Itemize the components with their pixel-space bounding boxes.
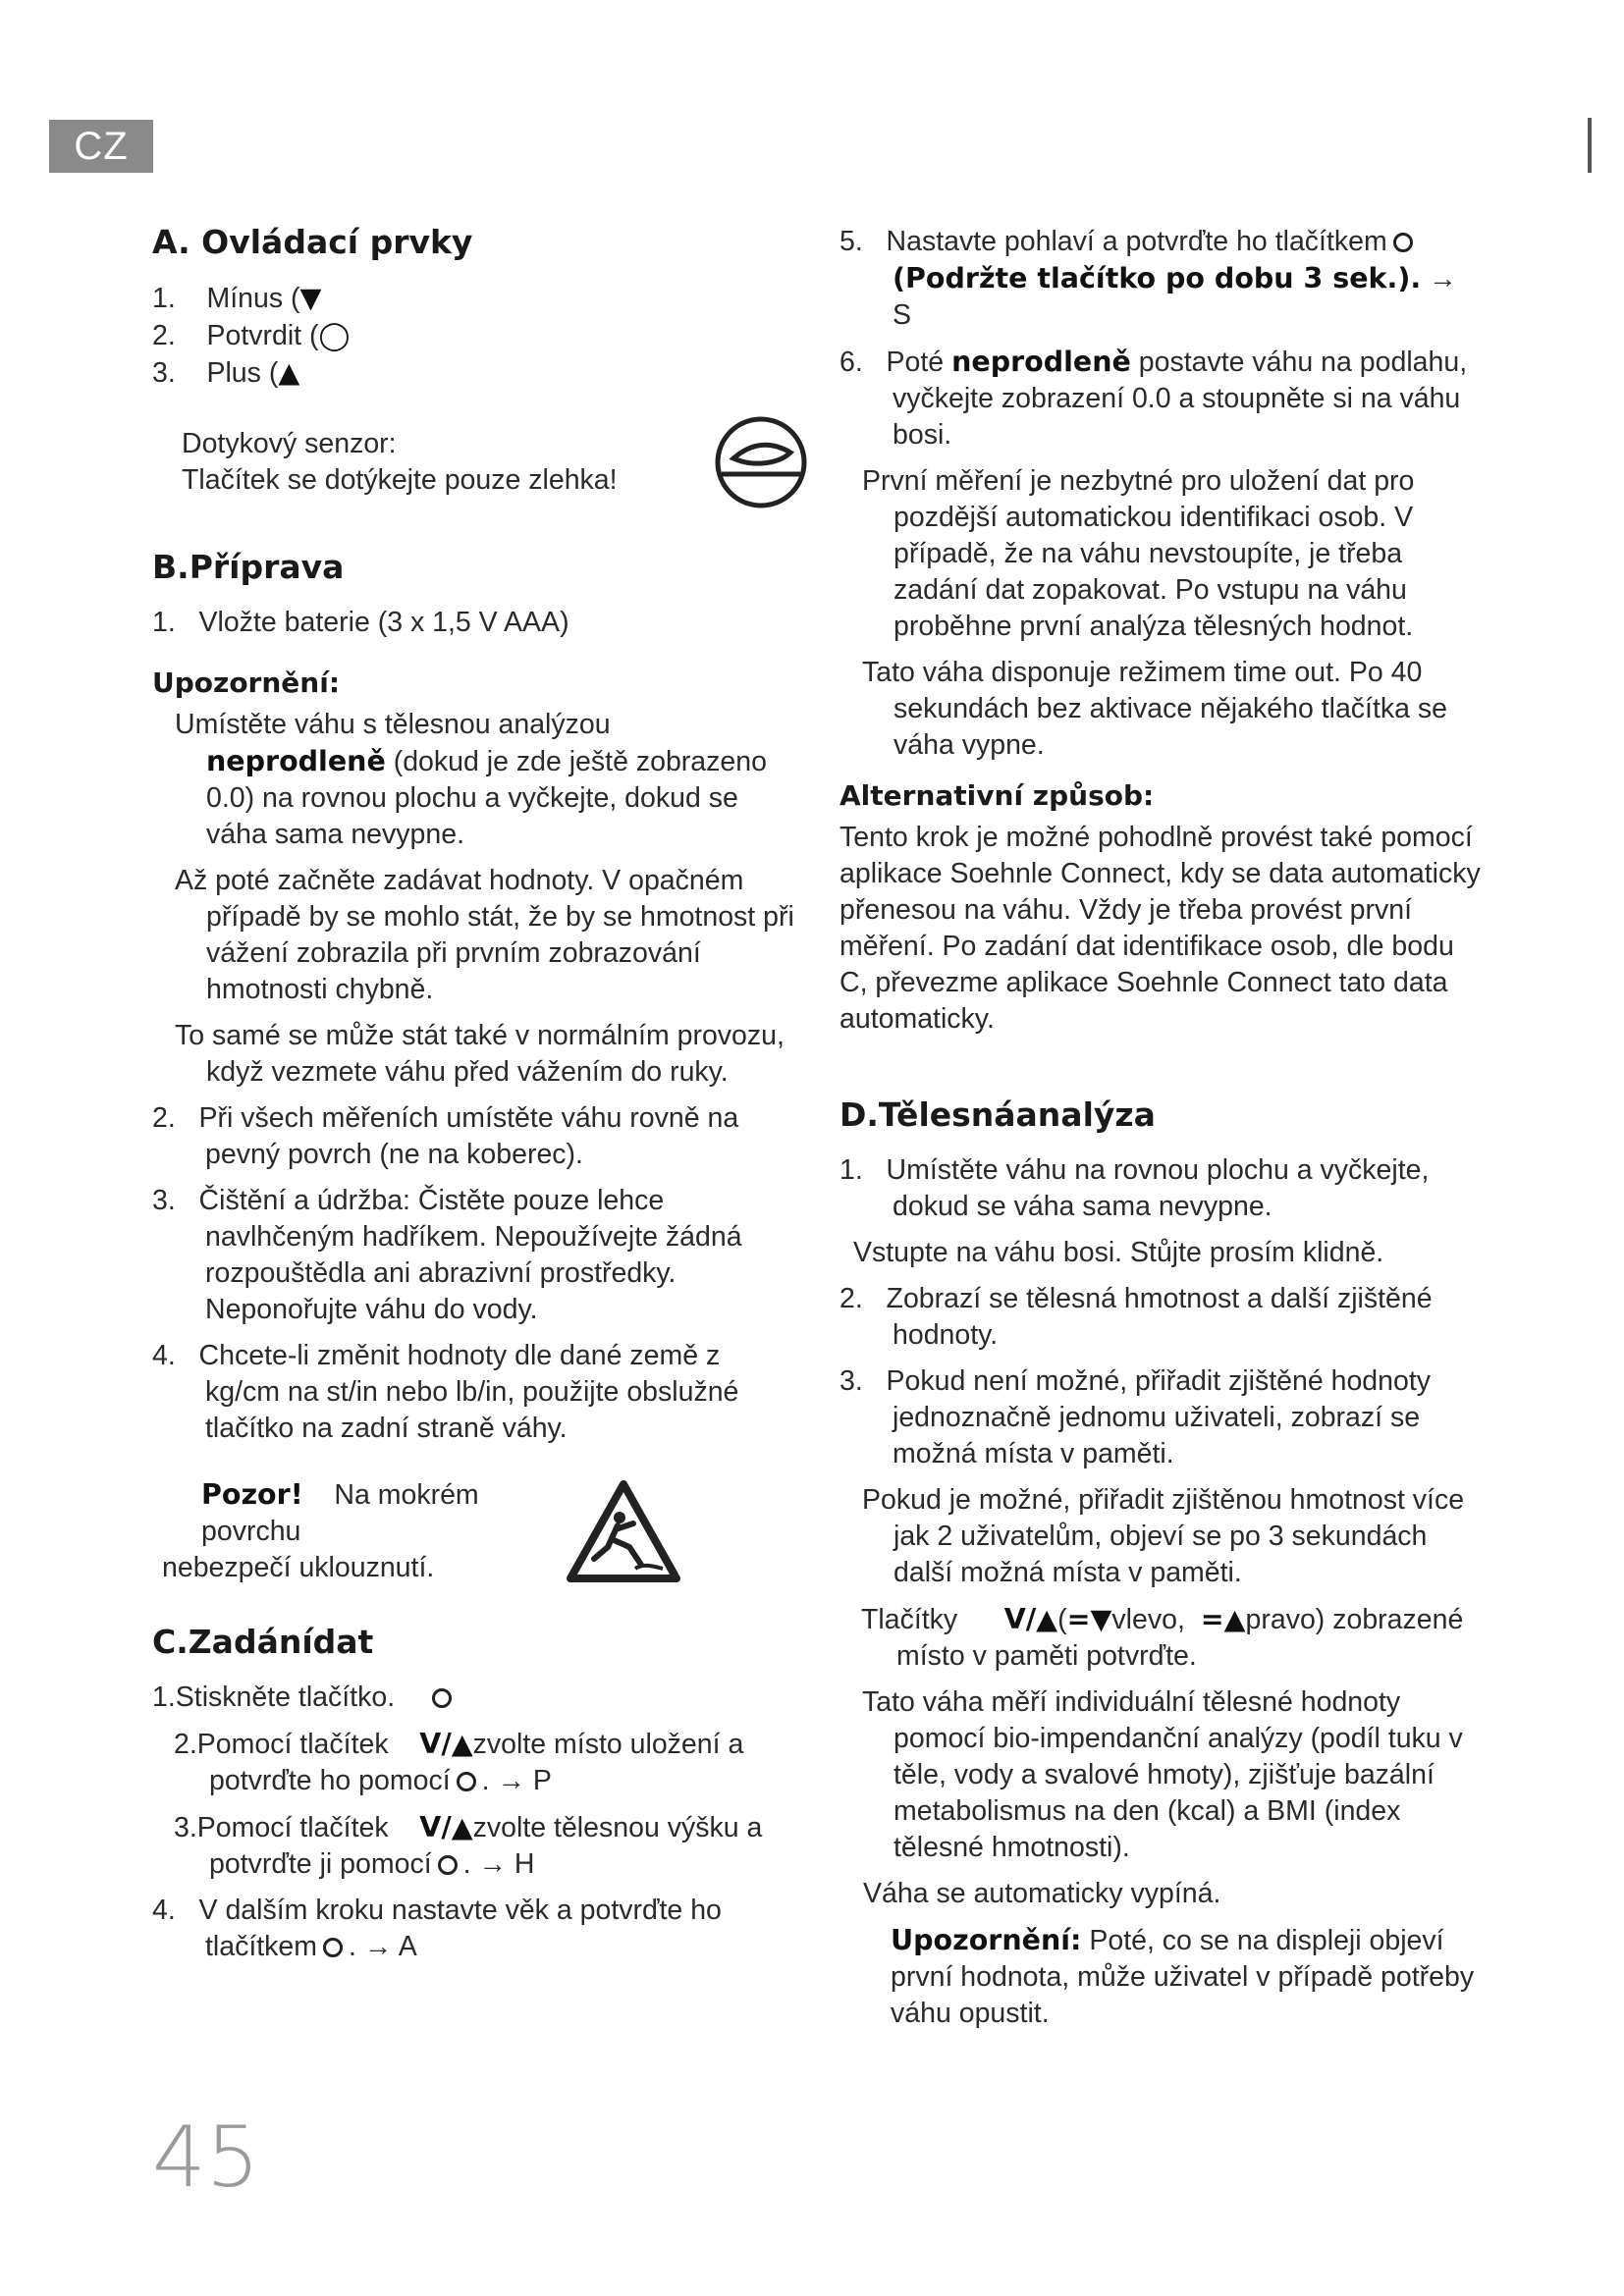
analysis-step-3: 3. Pokud není možné, přiřadit zjištěné hodnoty jednoznačně jednomu uživateli, zobrazí se možná místa v paměti. <box>839 1365 1432 1469</box>
touch-sensor-block <box>152 413 810 511</box>
down-up-icon: V/ <box>1003 1603 1037 1635</box>
memory-buttons-paragraph: Tlačítky V/▲(=▼vlevo, =▲pravo) zobrazené místo v paměti potvrďte. <box>861 1603 1464 1672</box>
entry-step-3: 3.Pomocí tlačítek V/▲zvolte tělesnou výšku a potvrďte ji pomocí . → H <box>174 1811 763 1880</box>
right-column <box>839 224 1483 2042</box>
section-b-title: B.Příprava <box>152 548 345 586</box>
slippery-floor-warning-icon <box>565 1478 682 1584</box>
page-number: 45 <box>152 2109 260 2207</box>
first-measurement-paragraph: První měření je nezbytné pro uložení dat pro pozdější automatickou identifikaci osob. V případě, že na váhu nevstoupíte, je třeba zadání dat zopakovat. Po vstupu na váhu proběhne první analýza tělesných hodnot. <box>862 465 1415 642</box>
touch-sensor-label: Dotykový senzor: <box>182 428 397 459</box>
warning-paragraph-1: Umístěte váhu s tělesnou analýzou neprodleně (dokud je zde ještě zobrazeno 0.0) na rovnou plochu a vyčkejte, dokud se váha sama nevypne. <box>175 709 767 850</box>
touch-sensor-icon <box>712 413 810 511</box>
down-up-icon: V/ <box>419 1811 452 1843</box>
alternative-paragraph: Tento krok je možné pohodlně provést také pomocí aplikace Soehnle Connect, kdy se data automaticky přenesou na váhu. Vždy je třeba provést první měření. Po zadání dat identifikace osob, dle bodu C, převezme aplikace Soehnle Connect tato data automaticky. <box>839 822 1481 1035</box>
language-tab: CZ <box>49 120 153 173</box>
analysis-step-3b: Pokud je možné, přiřadit zjištěnou hmotnost více jak 2 uživatelům, objeví se po 3 sekundách další možná místa v paměti. <box>862 1484 1465 1588</box>
alternative-title: Alternativní způsob: <box>839 779 1155 812</box>
confirm-icon: ◯ <box>318 319 351 351</box>
section-d-title: D.Tělesnáanalýza <box>839 1095 1156 1134</box>
confirm-button-icon <box>438 1855 458 1875</box>
bia-paragraph: Tato váha měří individuální tělesné hodnoty pomocí bio-impendanční analýzy (podíl tuku v těle, vody a svalové hmoty), zjišťuje bazální metabolismus na den (kcal) a BMI (index tělesné hmotnosti). <box>862 1686 1463 1863</box>
entry-step-5: 5. Nastavte pohlaví a potvrďte ho tlačítkem (Podržte tlačítko po dobu 3 sek.). → S <box>839 226 1457 331</box>
confirm-button-icon <box>457 1772 476 1791</box>
plus-icon: ▲ <box>278 356 300 389</box>
touch-sensor-hint: Tlačítek se dotýkejte pouze zlehka! <box>182 464 618 496</box>
prep-step-4: 4. Chcete-li změnit hodnoty dle dané země z kg/cm na st/in nebo lb/in, použijte obslužné tlačítko na zadní straně váhy. <box>152 1340 739 1444</box>
warning-paragraph-3: To samé se může stát také v normálním provozu, když vezmete váhu před vážením do ruky. <box>175 1020 785 1088</box>
left-column <box>152 224 795 1975</box>
minus-icon: ▼ <box>299 282 322 314</box>
warning-title: Upozornění: <box>152 667 341 699</box>
prep-step-2: 2. Při všech měřeních umístěte váhu rovně na pevný povrch (ne na koberec). <box>152 1102 739 1170</box>
confirm-button-icon <box>1393 233 1413 252</box>
warning-paragraph-2: Až poté začněte zadávat hodnoty. V opačném případě by se mohlo stát, že by se hmotnost při vážení zobrazila při prvním zobrazování hmotnosti chybně. <box>175 865 794 1005</box>
entry-step-6: 6. Poté neprodleně postavte váhu na podlahu, vyčkejte zobrazení 0.0 a stoupněte si na váhu bosi. <box>839 346 1468 451</box>
caution-line-2: nebezpečí uklouznutí. <box>162 1552 435 1583</box>
control-item-confirm: 2. Potvrdit (◯ <box>152 319 351 351</box>
entry-step-4: 4. V dalším kroku nastavte věk a potvrďte ho tlačítkem . → A <box>152 1895 722 1962</box>
entry-step-2: 2.Pomocí tlačítek V/▲zvolte místo uložení a potvrďte ho pomocí . → P <box>174 1728 744 1796</box>
analysis-step-1: 1. Umístěte váhu na rovnou plochu a vyčkejte, dokud se váha sama nevypne. <box>839 1154 1430 1222</box>
confirm-button-icon <box>323 1938 343 1957</box>
prep-step-1: 1. Vložte baterie (3 x 1,5 V AAA) <box>152 607 569 638</box>
prep-step-3: 3. Čištění a údržba: Čistěte pouze lehce navlhčeným hadříkem. Nepoužívejte žádná rozpouštědla ani abrazivní prostředky. Neponořujte váhu do vody. <box>152 1185 742 1325</box>
auto-off-paragraph: Váha se automaticky vypíná. <box>863 1878 1221 1909</box>
confirm-button-icon <box>432 1688 452 1708</box>
section-a-title: A. Ovládací prvky <box>152 223 473 261</box>
timeout-paragraph: Tato váha disponuje režimem time out. Po 40 sekundách bez aktivace nějakého tlačítka se váha vypne. <box>862 657 1448 761</box>
control-item-plus: 3. Plus (▲ <box>152 356 300 389</box>
caution-line: Pozor! Na mokrém povrchu <box>201 1478 479 1547</box>
section-c-title: C.Zadánídat <box>152 1623 374 1661</box>
page-edge-mark <box>1588 118 1592 173</box>
note-paragraph: Upozornění: Poté, co se na displeji objeví první hodnota, může uživatel v případě potřeby váhu opustit. <box>891 1924 1475 2029</box>
analysis-step-1b: Vstupte na váhu bosi. Stůjte prosím klidně. <box>853 1237 1384 1268</box>
entry-step-1: 1.Stiskněte tlačítko. <box>152 1680 795 1716</box>
control-item-minus: 1. Mínus (▼ <box>152 282 322 314</box>
down-up-icon: V/ <box>419 1728 452 1760</box>
analysis-step-2: 2. Zobrazí se tělesná hmotnost a další zjištěné hodnoty. <box>839 1283 1433 1351</box>
caution-block <box>152 1476 682 1586</box>
